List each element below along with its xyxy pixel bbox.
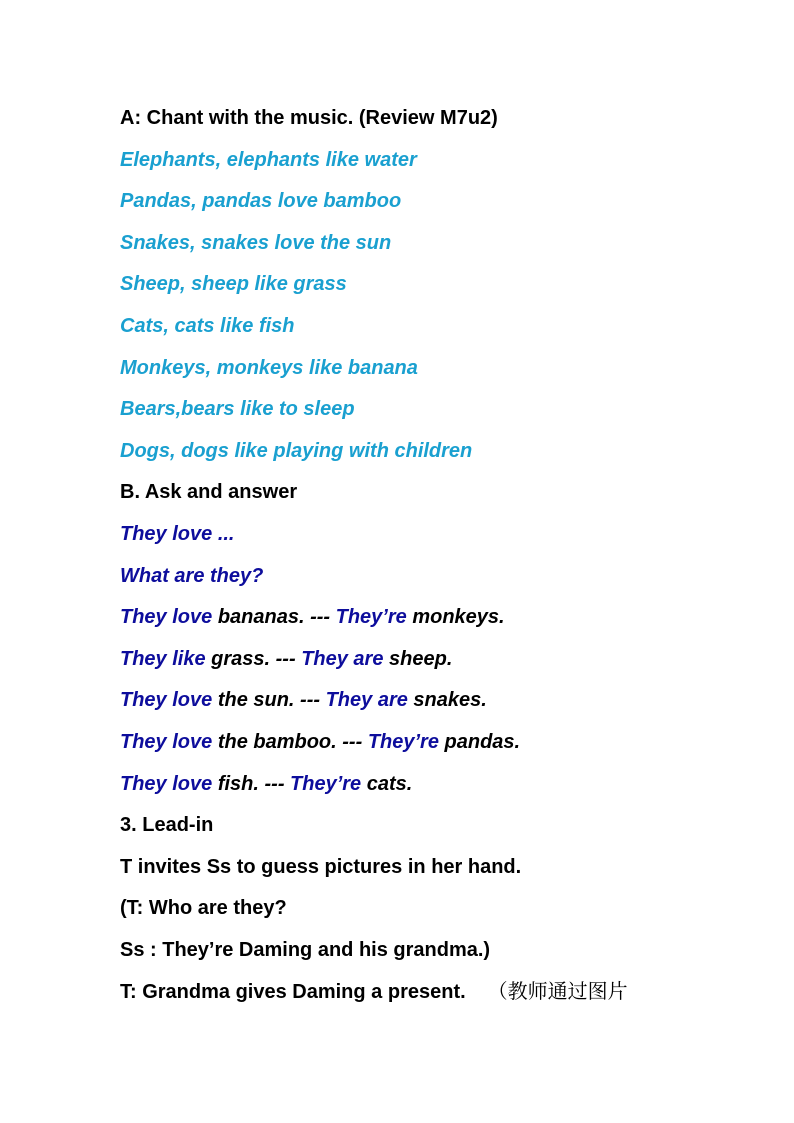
question-object: the sun. xyxy=(212,689,295,712)
answer-phrase: They’re xyxy=(367,730,439,753)
question-object: bananas. xyxy=(212,606,305,629)
separator: --- xyxy=(270,647,302,670)
section-a-heading: A: Chant with the music. (Review M7u2) xyxy=(120,107,498,129)
section-3-heading: 3. Lead-in xyxy=(120,814,214,837)
answer-phrase: They are xyxy=(301,647,384,670)
separator: --- xyxy=(294,689,326,712)
prompt-text: They love ... xyxy=(120,522,235,545)
question-phrase: They love xyxy=(120,730,213,753)
chant-line: Pandas, pandas love bamboo xyxy=(120,190,402,213)
chant-line: Snakes, snakes love the sun xyxy=(120,231,392,254)
chant-line: Elephants, elephants like water xyxy=(120,148,417,171)
question-phrase: They like xyxy=(120,647,206,670)
prompt-line xyxy=(120,516,760,558)
lead-in-line: T invites Ss to guess pictures in her hand. xyxy=(120,855,522,878)
qa-pair xyxy=(120,766,760,808)
prompt-text: What are they? xyxy=(120,564,264,587)
answer-animal: pandas. xyxy=(438,730,521,753)
document-page xyxy=(120,100,760,1015)
answer-animal: monkeys. xyxy=(406,606,505,629)
question-phrase: They love xyxy=(120,772,213,795)
qa-pair xyxy=(120,724,760,766)
separator: --- xyxy=(336,730,368,753)
lead-in-cjk-note: （教师通过图片 xyxy=(487,979,628,1004)
prompt-line xyxy=(120,558,760,600)
answer-phrase: They are xyxy=(325,689,408,712)
answer-phrase: They’re xyxy=(335,606,407,629)
answer-animal: sheep. xyxy=(383,647,453,670)
chant-line: Cats, cats like fish xyxy=(120,314,295,337)
answer-animal: snakes. xyxy=(407,689,487,712)
separator: --- xyxy=(304,606,336,629)
chant-line: Sheep, sheep like grass xyxy=(120,273,347,296)
lead-in-text: T: Grandma gives Daming a present. xyxy=(120,981,466,1004)
chant-line: Monkeys, monkeys like banana xyxy=(120,356,418,379)
question-phrase: They love xyxy=(120,689,213,712)
answer-phrase: They’re xyxy=(290,772,362,795)
answer-animal: cats. xyxy=(361,772,413,795)
qa-pair xyxy=(120,641,760,683)
lead-in-line: (T: Who are they? xyxy=(120,897,287,920)
lead-in-line: Ss : They’re Daming and his grandma.) xyxy=(120,938,491,961)
chant-line: Dogs, dogs like playing with children xyxy=(120,439,473,462)
question-object: fish. xyxy=(212,772,259,795)
question-object: grass. xyxy=(205,647,271,670)
qa-pair xyxy=(120,599,760,641)
qa-pair xyxy=(120,682,760,724)
separator: --- xyxy=(258,772,291,795)
lead-in-line xyxy=(120,973,760,1015)
question-phrase: They love xyxy=(120,606,213,629)
question-object: the bamboo. xyxy=(212,730,337,753)
section-b-heading: B. Ask and answer xyxy=(120,481,298,504)
chant-line: Bears,bears like to sleep xyxy=(120,398,355,421)
